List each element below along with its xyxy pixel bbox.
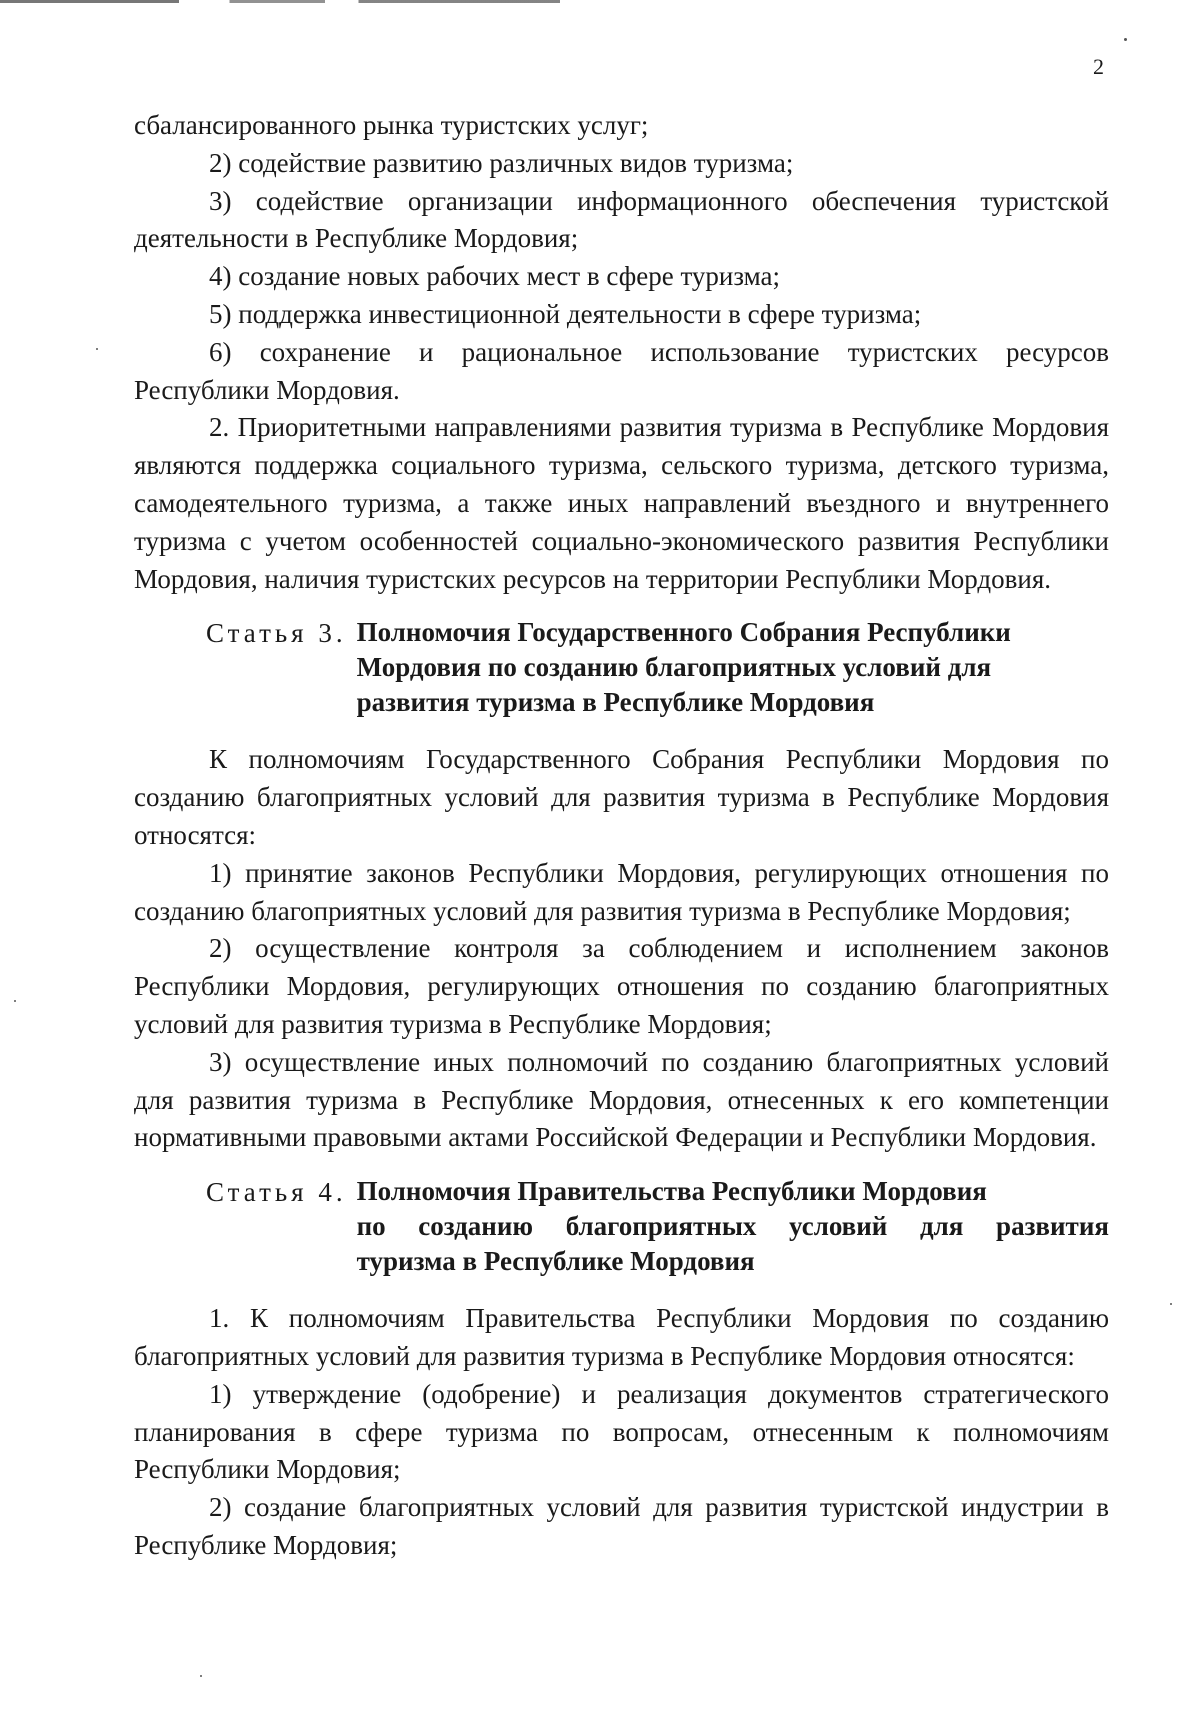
article-label: Статья 4.	[206, 1177, 347, 1208]
article-title-line: туризма в Республике Мордовия	[356, 1246, 755, 1277]
article-title-line: развития туризма в Республике Мордовия	[356, 687, 875, 718]
article-title	[357, 615, 1109, 720]
scan-speck	[14, 1000, 16, 1002]
list-item: 2) создание благоприятных условий для развития туристской индустрии в Республике Мордовия;	[134, 1492, 1109, 1560]
list-item: 1) утверждение (одобрение) и реализация документов стратегического планирования в сфере туризма по вопросам, отнесенным к полномочиям Республики Мордовия;	[134, 1378, 1109, 1485]
paragraph: 1. К полномочиям Правительства Республики Мордовия по созданию благоприятных условий для развития туризма в Республике Мордовия относятся:	[134, 1303, 1109, 1371]
list-item: 5) поддержка инвестиционной деятельности в сфере туризма;	[209, 298, 922, 329]
article-title	[357, 1174, 1109, 1279]
paragraph: 2. Приоритетными направлениями развития туризма в Республике Мордовия являются поддержка социального туризма, сельского туризма, детского туризма, самодеятельного туризма, а также иных направлений въездного и внутреннего туризма с учетом особенностей социально-экономического развития Республики Мордовия, наличия туристских ресурсов на территории Республики Мордовия.	[134, 412, 1109, 594]
page-number: 2	[1093, 54, 1104, 79]
list-item: 1) принятие законов Республики Мордовия, регулирующих отношения по созданию благоприятных условий для развития туризма в Республике Мордовия;	[134, 857, 1109, 926]
list-item: 2) содействие развитию различных видов туризма;	[209, 147, 794, 178]
list-item: 3) осуществление иных полномочий по созданию благоприятных условий для развития туризма в Республике Мордовия, отнесенных к его компетенции нормативными правовыми актами Российской Федерации и Республики Мордовия.	[134, 1046, 1109, 1153]
list-item: 3) содействие организации информационного обеспечения туристской деятельности в Республике Мордовия;	[134, 185, 1109, 254]
article-4-heading	[134, 1174, 1109, 1279]
article-label: Статья 3.	[206, 618, 347, 649]
scan-speck	[200, 1675, 202, 1677]
scan-speck	[1124, 38, 1127, 41]
article-3-heading	[134, 615, 1109, 720]
scan-artifact-line	[0, 0, 560, 3]
list-item: 2) осуществление контроля за соблюдением и исполнением законов Республики Мордовия, регулирующих отношения по созданию благоприятных условий для развития туризма в Республике Мордовия;	[134, 933, 1109, 1039]
article-title-line: Полномочия Правительства Республики Мордовия	[356, 1176, 987, 1207]
document-body	[134, 107, 1109, 1565]
paragraph: К полномочиям Государственного Собрания Республики Мордовия по созданию благоприятных условий для развития туризма в Республике Мордовия относятся:	[134, 744, 1109, 850]
list-item: 4) создание новых рабочих мест в сфере туризма;	[209, 261, 781, 292]
article-title-line: Мордовия по созданию благоприятных условий для	[356, 652, 992, 683]
scan-speck	[96, 348, 98, 350]
list-item: 6) сохранение и рациональное использование туристских ресурсов Республики Мордовия.	[134, 336, 1109, 405]
paragraph: сбалансированного рынка туристских услуг;	[134, 110, 649, 140]
scan-speck	[1170, 1303, 1172, 1305]
article-title-line: по созданию благоприятных условий для развития	[356, 1211, 1109, 1242]
article-title-line: Полномочия Государственного Собрания Республики	[356, 617, 1011, 648]
